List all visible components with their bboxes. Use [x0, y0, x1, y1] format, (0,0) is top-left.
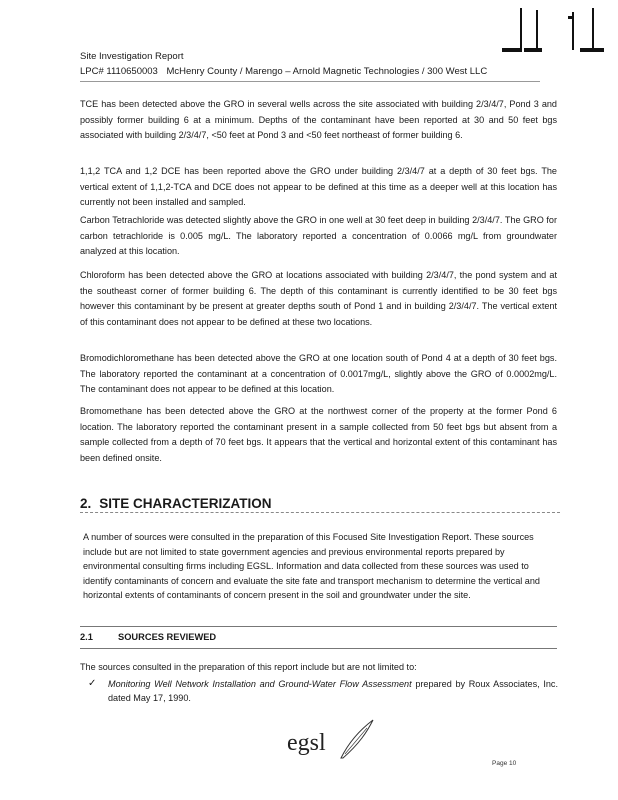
section-2-1-rule-bottom [80, 648, 557, 649]
check-icon: ✓ [88, 678, 97, 689]
section-2-number: 2. [80, 496, 92, 511]
sources-intro: The sources consulted in the preparation of this report include but are not limited to: [80, 662, 417, 672]
section-2-body: A number of sources were consulted in the preparation of this Focused Site Investigation Report. These sources include but are not limited to state government agencies and previous environmental reports prepared by environmental consulting firms including EGSL. Information and data collected from these sources was used to identify contaminants of concern and evaluate the site fate and transport mechanism to determine the vertical and horizontal extents of contaminants of concern present in the soil and groundwater under the site. [83, 532, 540, 601]
feather-swoosh-icon [337, 718, 377, 762]
report-subheader [80, 66, 493, 77]
site-location: McHenry County / Marengo – Arnold Magnetic Technologies / 300 West LLC [166, 66, 488, 77]
page-number: Page 10 [492, 760, 517, 767]
paragraph-bromodichloromethane: Bromodichloromethane has been detected above the GRO at one location south of Pond 4 at a depth of 30 feet bgs. The laboratory reported the contaminant at a concentration of 0.0017mg/L, slightly above the GRO of 0.0002mg/L. The contaminant does not appear to be defined at this location. [80, 353, 557, 395]
section-2-1-number: 2.1 [80, 632, 93, 642]
paragraph-carbon-tetrachloride: Carbon Tetrachloride was detected slightly above the GRO in one well at 30 feet deep in building 2/3/4/7. The GRO for carbon tetrachloride is 0.005 mg/L. The laboratory reported a concentration of 0.0066 mg/L from groundwater analyzed at this location. [80, 215, 557, 257]
paragraph-bromomethane: Bromomethane has been detected above the GRO at the northwest corner of the property at the former Pond 6 location. The laboratory reported the contaminant present in a sample collected from 50 feet bgs but absent from a sample collected from a depth of 70 feet bgs. It appears that the vertical and horizontal extent of this contaminant has been defined onsite. [80, 406, 557, 463]
section-2-title: SITE CHARACTERIZATION [99, 496, 272, 511]
header-divider [80, 81, 540, 82]
logo-text: egsl [287, 730, 326, 756]
section-2-divider [80, 512, 560, 513]
section-2-1-title: SOURCES REVIEWED [118, 632, 217, 642]
source-details: prepared by Roux Associates, Inc. dated May 17, 1990. [108, 679, 558, 703]
paragraph-tce: TCE has been detected above the GRO in several wells across the site associated with building 2/3/4/7, Pond 3 and possibly former building 6 at a minimum. Depths of the contaminant have been reported at 30 and 50 feet bgs associated with building 2/3/4/7, <50 feet at Pond 3 and <50 feet northeast of former building 6. [80, 99, 557, 141]
source-title: Monitoring Well Network Installation and Ground-Water Flow Assessment [108, 679, 412, 689]
section-2-heading [80, 496, 272, 511]
section-2-1-rule-top [80, 626, 557, 627]
paragraph-tca-dce: 1,1,2 TCA and 1,2 DCE has been reported above the GRO under building 2/3/4/7 at a depth of 30 feet bgs. The vertical extent of 1,1,2-TCA and DCE does not appear to be defined at this time as a deeper well at this location has currently not been installed and sampled. [80, 166, 557, 208]
report-title: Site Investigation Report [80, 51, 184, 62]
scan-artifact-marks [500, 8, 610, 68]
paragraph-chloroform: Chloroform has been detected above the GRO at locations associated with building 2/3/4/7, the pond system and at the southeast corner of former building 6. The depth of this contaminant is currently identified to be 30 feet bgs however this contaminant by be present at greater depths south of Pond 1 and in building 2/3/4/7. The vertical extent of this contaminant does not appear to be defined at these two locations. [80, 270, 557, 327]
source-list-item-text [108, 677, 558, 705]
section-2-1-heading [80, 632, 216, 642]
egsl-logo [287, 718, 377, 768]
lpc-number: LPC# 1110650003 [80, 66, 158, 77]
